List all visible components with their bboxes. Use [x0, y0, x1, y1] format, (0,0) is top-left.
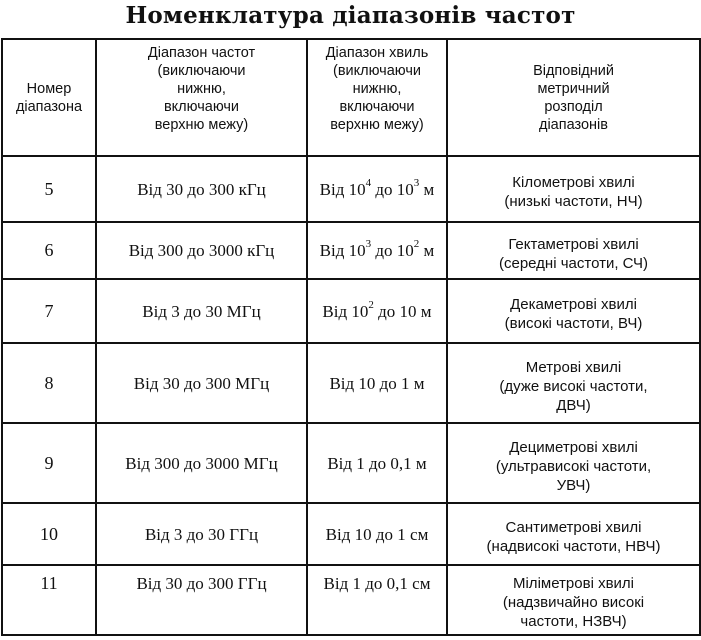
header-line: Діапазон хвиль — [325, 45, 429, 61]
wave-exponent: 2 — [413, 238, 420, 251]
header-frequency-range — [96, 39, 307, 156]
metric-division-cell — [447, 222, 700, 279]
wave-exponent: 3 — [365, 238, 372, 251]
page-title: Номенклатура діапазонів частот — [125, 2, 576, 29]
wave-text: до 10 — [371, 179, 414, 199]
header-line: включаючи — [163, 99, 240, 115]
band-number-cell: 10 — [2, 503, 96, 565]
wave-range-cell — [307, 279, 447, 343]
metric-line: (ультрависокі частоти, — [495, 457, 652, 475]
metric-line: Міліметрові хвилі — [512, 575, 635, 592]
frequency-range-cell: Від 3 до 30 МГц — [96, 279, 307, 343]
wave-text: Від 10 — [319, 241, 366, 260]
header-line: розподіл — [544, 98, 603, 115]
metric-line: Декаметрові хвилі — [510, 296, 637, 313]
table-row — [2, 343, 700, 423]
metric-line: УВЧ) — [556, 476, 591, 494]
band-number-cell: 11 — [2, 565, 96, 635]
band-number-cell: 6 — [2, 222, 96, 279]
metric-division-cell — [447, 343, 700, 423]
header-line: діапазона — [15, 98, 83, 115]
table-header — [2, 39, 700, 156]
wave-range-cell: Від 10 до 1 м — [307, 343, 447, 423]
metric-line: (надвисокі частоти, НВЧ) — [486, 538, 661, 555]
metric-division-cell — [447, 156, 700, 222]
wave-exponent: 3 — [413, 176, 420, 189]
metric-line: ДВЧ) — [556, 396, 591, 414]
metric-line: Дециметрові хвилі — [509, 438, 638, 456]
wave-exponent: 4 — [365, 176, 372, 189]
metric-line: (надзвичайно високі — [502, 594, 645, 611]
frequency-range-cell: Від 300 до 3000 МГц — [96, 423, 307, 503]
frequency-range-cell: Від 300 до 3000 кГц — [96, 222, 307, 279]
frequency-range-cell: Від 30 до 300 кГц — [96, 156, 307, 222]
header-line: включаючи — [339, 99, 415, 115]
table-row — [2, 565, 700, 635]
header-line: діапазонів — [539, 116, 608, 133]
frequency-range-cell: Від 3 до 30 ГГц — [96, 503, 307, 565]
metric-division-cell — [447, 503, 700, 565]
metric-division-cell — [447, 423, 700, 503]
metric-line: (середні частоти, СЧ) — [498, 254, 648, 272]
metric-line: (дуже високі частоти, — [499, 377, 648, 395]
header-line: Номер — [26, 80, 72, 97]
wave-text: м — [419, 241, 435, 260]
band-number-cell: 9 — [2, 423, 96, 503]
metric-line: Кілометрові хвилі — [512, 174, 635, 191]
header-line: (виключаючи — [333, 63, 421, 79]
band-number-cell: 7 — [2, 279, 96, 343]
header-line: нижню, — [352, 81, 402, 97]
wave-range-cell: Від 1 до 0,1 м — [307, 423, 447, 503]
metric-line: Гектаметрові хвилі — [508, 235, 639, 253]
wave-range-cell: Від 10 до 1 см — [307, 503, 447, 565]
header-line: верхню межу) — [154, 117, 249, 133]
table-row — [2, 222, 700, 279]
metric-line: Метрові хвилі — [525, 358, 622, 376]
header-band-number — [2, 39, 96, 156]
frequency-bands-table — [1, 38, 701, 636]
header-line: верхню межу) — [330, 117, 424, 133]
header-wave-range — [307, 39, 447, 156]
metric-line: (високі частоти, ВЧ) — [504, 315, 643, 332]
metric-line: Сантиметрові хвилі — [505, 519, 642, 536]
header-line: Діапазон частот — [147, 45, 256, 61]
header-line: метричний — [537, 80, 610, 97]
wave-text: до 10 — [373, 301, 417, 321]
header-line: Відповідний — [533, 62, 614, 79]
frequency-range-cell: Від 30 до 300 ГГц — [96, 565, 307, 635]
metric-division-cell — [447, 565, 700, 635]
wave-text: м — [416, 301, 432, 321]
metric-division-cell — [447, 279, 700, 343]
wave-range-cell — [307, 222, 447, 279]
table-row — [2, 156, 700, 222]
wave-exponent: 2 — [368, 298, 374, 311]
wave-text: Від 10 — [322, 301, 369, 321]
frequency-range-cell: Від 30 до 300 МГц — [96, 343, 307, 423]
table-row — [2, 279, 700, 343]
header-metric-division — [447, 39, 700, 156]
header-line: нижню, — [177, 81, 226, 97]
table-row — [2, 503, 700, 565]
header-row — [2, 39, 700, 156]
wave-text: Від 10 — [319, 179, 366, 199]
metric-line: частоти, НЗВЧ) — [520, 613, 627, 630]
metric-line: (низькі частоти, НЧ) — [504, 193, 643, 210]
wave-text: до 10 — [371, 241, 414, 260]
wave-range-cell: Від 1 до 0,1 см — [307, 565, 447, 635]
band-number-cell: 8 — [2, 343, 96, 423]
wave-text: м — [419, 179, 435, 199]
header-line: (виключаючи — [157, 63, 246, 79]
wave-range-cell — [307, 156, 447, 222]
table-row — [2, 423, 700, 503]
band-number-cell: 5 — [2, 156, 96, 222]
